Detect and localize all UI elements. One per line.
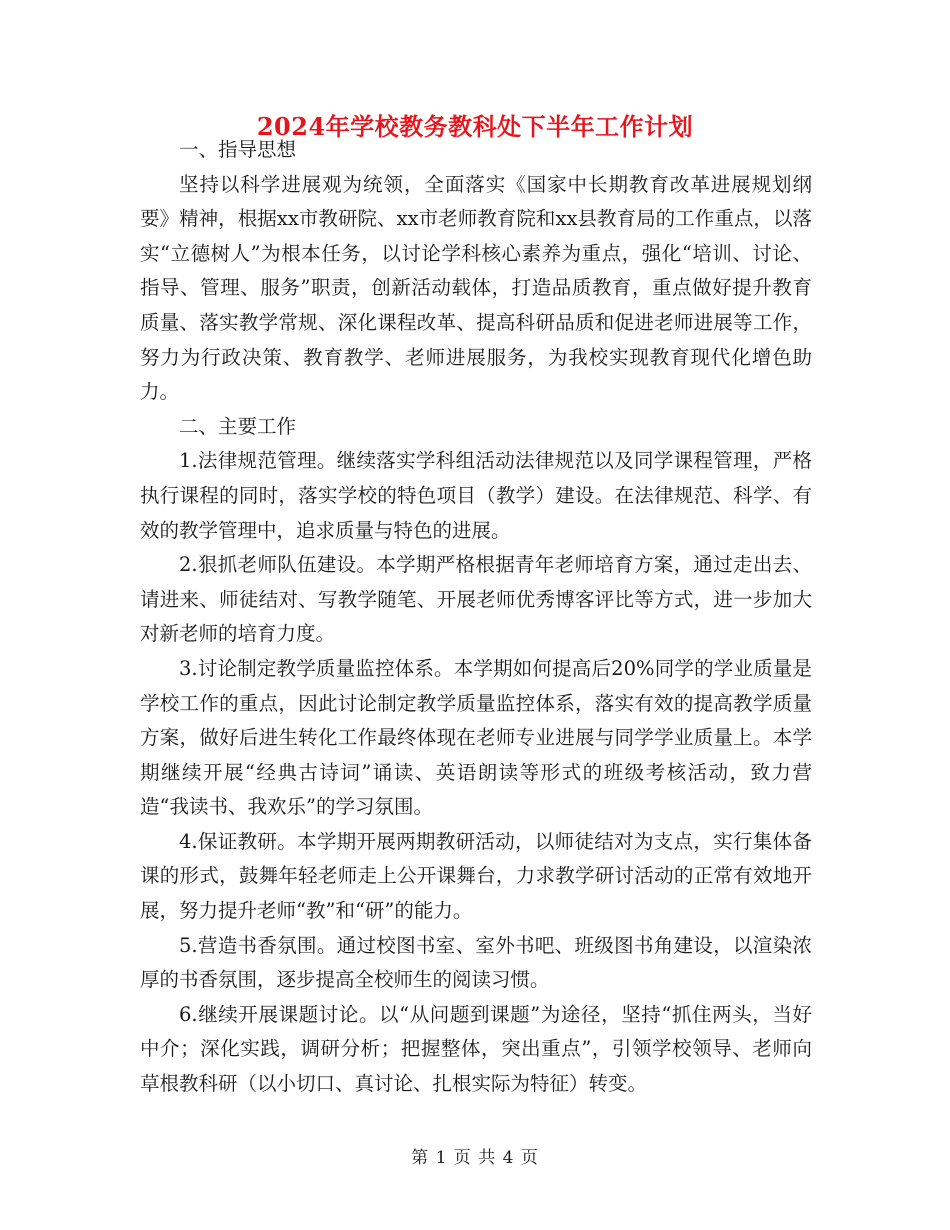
paragraph-item-5: 5.营造书香氛围。通过校图书室、室外书吧、班级图书角建设，以渲染浓厚的书香氛围，逐步提高全校师生的阅读习惯。 [140,933,812,992]
paragraph-item-2: 2.狠抓老师队伍建设。本学期严格根据青年老师培育方案，通过走出去、请进来、师徒结对、写教学随笔、开展老师优秀博客评比等方式，进一步加大对新老师的培育力度。 [140,553,812,646]
paragraph-item-3: 3.讨论制定教学质量监控体系。本学期如何提高后20%同学的学业质量是学校工作的重点，因此讨论制定教学质量监控体系，落实有效的提高教学质量方案，做好后进生转化工作最终体现在老师专业进展与同学学业质量上。本学期继续开展“经典古诗词”诵读、英语朗读等形式的班级考核活动，致力营造“我读书、我欢乐”的学习氛围。 [140,656,812,819]
section-heading-main-work: 二、主要工作 [179,414,297,438]
paragraph-item-4: 4.保证教研。本学期开展两期教研活动，以师徒结对为支点，实行集体备课的形式，鼓舞年轻老师走上公开课舞台，力求教学研讨活动的正常有效地开展，努力提升老师“教”和“研”的能力。 [140,829,812,923]
document-title: 2024年学校教务教科处下半年工作计划 [256,112,694,141]
paragraph-guiding-ideology: 坚持以科学进展观为统领，全面落实《国家中长期教育改革进展规划纲要》精神，根据xx市教研院、xx市老师教育院和xx县教育局的工作重点，以落实“立德树人”为根本任务，以讨论学科核心素养为重点，强化“培训、讨论、指导、管理、服务”职责，创新活动载体，打造品质教育，重点做好提升教育质量、落实教学常规、深化课程改革、提高科研品质和促进老师进展等工作，努力为行政决策、教育教学、老师进展服务，为我校实现教育现代化增色助力。 [140,172,812,404]
paragraph-item-1: 1.法律规范管理。继续落实学科组活动法律规范以及同学课程管理，严格执行课程的同时，落实学校的特色项目（教学）建设。在法律规范、科学、有效的教学管理中，追求质量与特色的进展。 [140,449,812,542]
section-heading-guiding-ideology: 一、指导思想 [179,138,297,161]
paragraph-item-6: 6.继续开展课题讨论。以“从问题到课题”为途径，坚持“抓住两头，当好中介；深化实践，调研分析；把握整体，突出重点”，引领学校领导、老师向草根教科研（以小切口、真讨论、扎根实际为特征）转变。 [140,1002,812,1096]
page-number-footer: 第 1 页 共 4 页 [411,1148,539,1168]
document-body [140,133,812,1102]
